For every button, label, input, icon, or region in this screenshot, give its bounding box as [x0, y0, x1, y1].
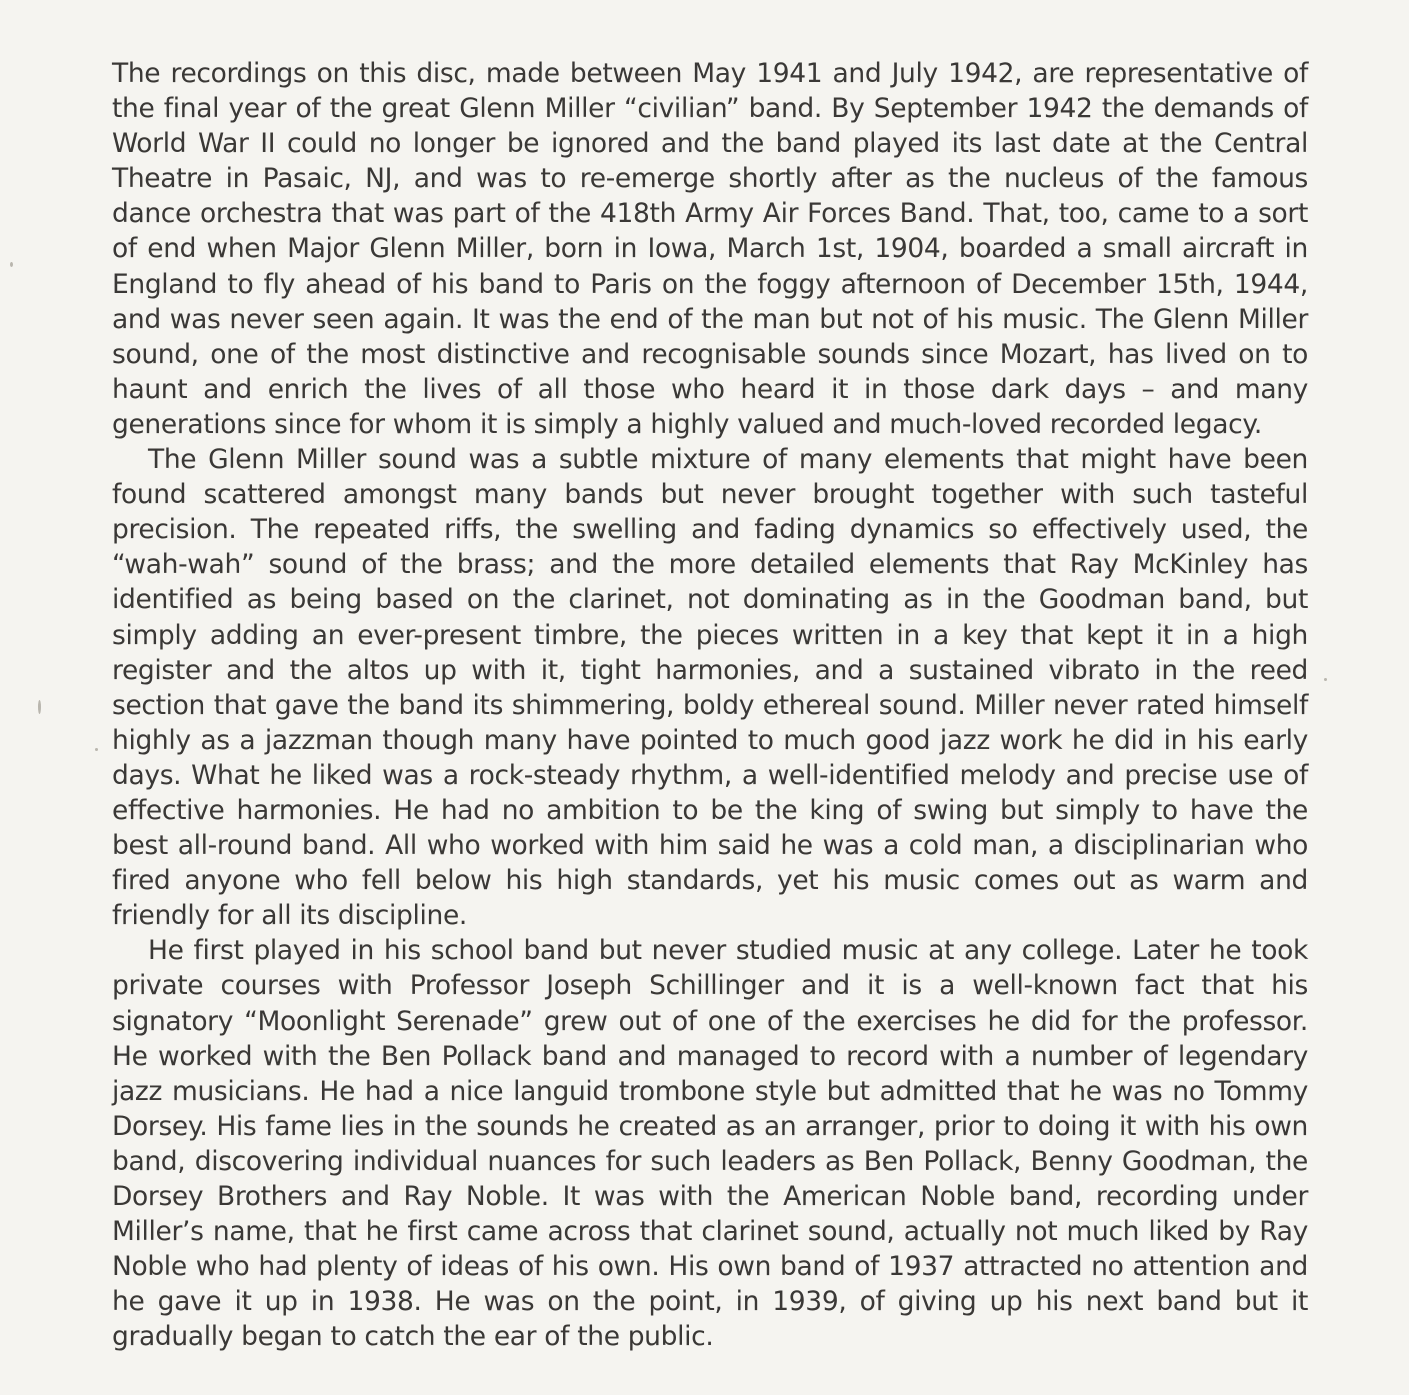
- paper-speck: [10, 262, 13, 267]
- paragraph-1: The recordings on this disc, made between May 1941 and July 1942, are representative of the final year of the great Glenn Miller “civilian” band. By September 1942 the demands of World War II could no longer be ignored and the band played its last date at the Central Theatre in Pasaic, NJ, and was to re-emerge shortly after as the nucleus of the famous dance orchestra that was part of the 418th Army Air Forces Band. That, too, came to a sort of end when Major Glenn Miller, born in Iowa, March 1st, 1904, boarded a small aircraft in England to fly ahead of his band to Paris on the foggy afternoon of December 15th, 1944, and was never seen again. It was the end of the man but not of his music. The Glenn Miller sound, one of the most distinctive and recognisable sounds since Mozart, has lived on to haunt and enrich the lives of all those who heard it in those dark days – and many generations since for whom it is simply a highly valued and much-loved recorded legacy.: [112, 58, 1308, 440]
- liner-notes-text: [112, 56, 1308, 1354]
- paper-speck: [38, 700, 41, 714]
- paragraph-3: He first played in his school band but never studied music at any college. Later he took private courses with Professor Joseph Schillinger and it is a well-known fact that his signatory “Moonlight Serenade” grew out of one of the exercises he did for the professor. He worked with the Ben Pollack band and managed to record with a number of legendary jazz musicians. He had a nice languid trombone style but admitted that he was no Tommy Dorsey. His fame lies in the sounds he created as an arranger, prior to doing it with his own band, discovering individual nuances for such leaders as Ben Pollack, Benny Goodman, the Dorsey Brothers and Ray Noble. It was with the American Noble band, recording under Miller’s name, that he first came across that clarinet sound, actually not much liked by Ray Noble who had plenty of ideas of his own. His own band of 1937 attracted no attention and he gave it up in 1938. He was on the point, in 1939, of giving up his next band but it gradually began to catch the ear of the public.: [112, 935, 1308, 1353]
- paper-speck: [95, 748, 98, 751]
- paragraph-2: The Glenn Miller sound was a subtle mixture of many elements that might have been found scattered amongst many bands but never brought together with such tasteful precision. The repeated riffs, the swelling and fading dynamics so effectively used, the “wah-wah” sound of the brass; and the more detailed elements that Ray McKinley has identified as being based on the clarinet, not dominating as in the Goodman band, but simply adding an ever-present timbre, the pieces written in a key that kept it in a high register and the altos up with it, tight harmonies, and a sustained vibrato in the reed section that gave the band its shimmering, boldy ethereal sound. Miller never rated himself highly as a jazzman though many have pointed to much good jazz work he did in his early days. What he liked was a rock-steady rhythm, a well-identified melody and precise use of effective harmonies. He had no ambition to be the king of swing but simply to have the best all-round band. All who worked with him said he was a cold man, a disciplinarian who fired anyone who fell below his high standards, yet his music comes out as warm and friendly for all its discipline.: [112, 444, 1308, 932]
- paper-speck: [1324, 678, 1327, 681]
